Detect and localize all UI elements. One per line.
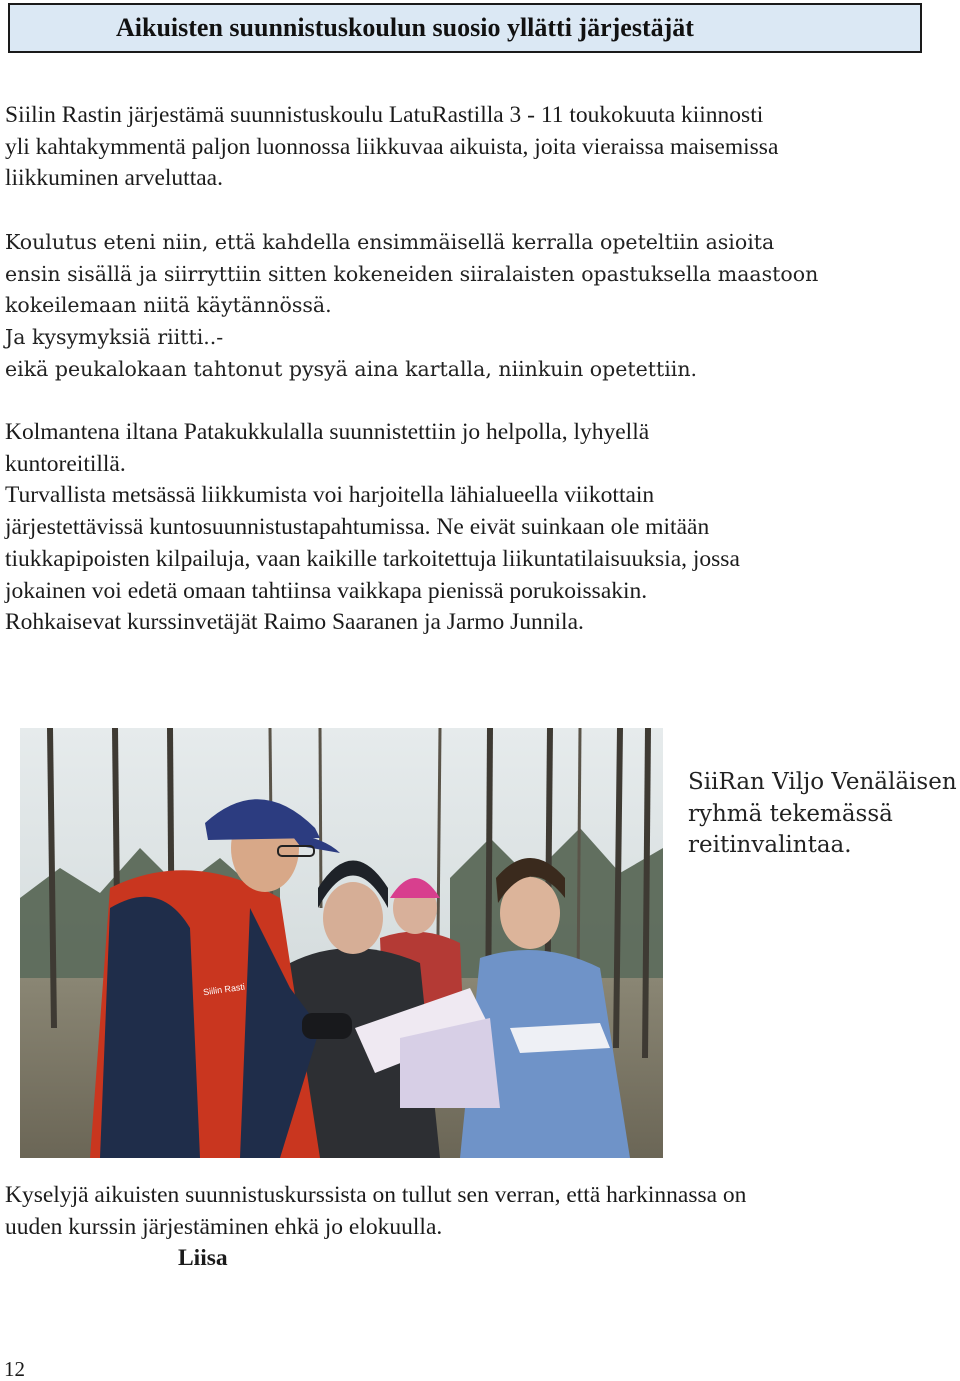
text-line: eikä peukalokaan tahtonut pysyä aina kartalla, niinkuin opetettiin. bbox=[5, 356, 698, 381]
text-line: Kyselyjä aikuisten suunnistuskurssista on tullut sen verran, että harkinnassa on bbox=[5, 1182, 747, 1208]
paragraph-training bbox=[5, 227, 955, 386]
paragraph-third-evening bbox=[5, 417, 955, 639]
text-line: kokeilemaan niitä käytännössä. bbox=[5, 293, 332, 318]
photo-caption bbox=[688, 767, 957, 862]
paragraph-closing bbox=[5, 1180, 955, 1243]
text-line: Rohkaisevat kurssinvetäjät Raimo Saaranen ja Jarmo Junnila. bbox=[5, 609, 584, 636]
text-line: liikkuminen arveluttaa. bbox=[5, 165, 223, 192]
text-line: ensin sisällä ja siirryttiin sitten kokeneiden siiralaisten opastuksella maastoon bbox=[5, 261, 819, 286]
text-line: uuden kurssin järjestäminen ehkä jo elokuulla. bbox=[5, 1213, 443, 1240]
jacket-print: Siilin Rasti bbox=[202, 981, 246, 998]
orienteering-group-photo bbox=[20, 728, 663, 1158]
text-line: jokainen voi edetä omaan tahtiinsa vaikkapa pienissä porukoissakin. bbox=[5, 577, 648, 604]
text-line: Ja kysymyksiä riitti..- bbox=[5, 325, 224, 350]
text-line: Turvallista metsässä liikkumista voi harjoitella lähialueella viikottain bbox=[5, 482, 655, 509]
text-line: tiukkapipoisten kilpailuja, vaan kaikille tarkoitettuja liikuntatilaisuuksia, jossa bbox=[5, 545, 740, 572]
caption-line: SiiRan Viljo Venäläisen bbox=[688, 769, 957, 795]
caption-line: reitinvalintaa. bbox=[688, 832, 852, 859]
article-title: Aikuisten suunnistuskoulun suosio yllätti järjestäjät bbox=[116, 13, 694, 42]
text-line: Kolmantena iltana Patakukkulalla suunnistettiin jo helpolla, lyhyellä bbox=[5, 419, 650, 445]
caption-line: ryhmä tekemässä bbox=[688, 800, 893, 827]
author-signature: Liisa bbox=[178, 1245, 228, 1271]
text-line: Koulutus eteni niin, että kahdella ensimmäisellä kerralla opeteltiin asioita bbox=[5, 230, 775, 254]
text-line: järjestettävissä kuntosuunnistustapahtumissa. Ne eivät suinkaan ole mitään bbox=[5, 514, 710, 541]
text-line: Siilin Rastin järjestämä suunnistuskoulu LatuRastilla 3 - 11 toukokuuta kiinnosti bbox=[5, 102, 764, 128]
text-line: kuntoreitillä. bbox=[5, 450, 126, 477]
text-line: yli kahtakymmentä paljon luonnossa liikkuvaa aikuista, joita vieraissa maisemissa bbox=[5, 133, 779, 160]
paragraph-intro bbox=[5, 100, 955, 195]
page-number: 12 bbox=[4, 1357, 25, 1381]
